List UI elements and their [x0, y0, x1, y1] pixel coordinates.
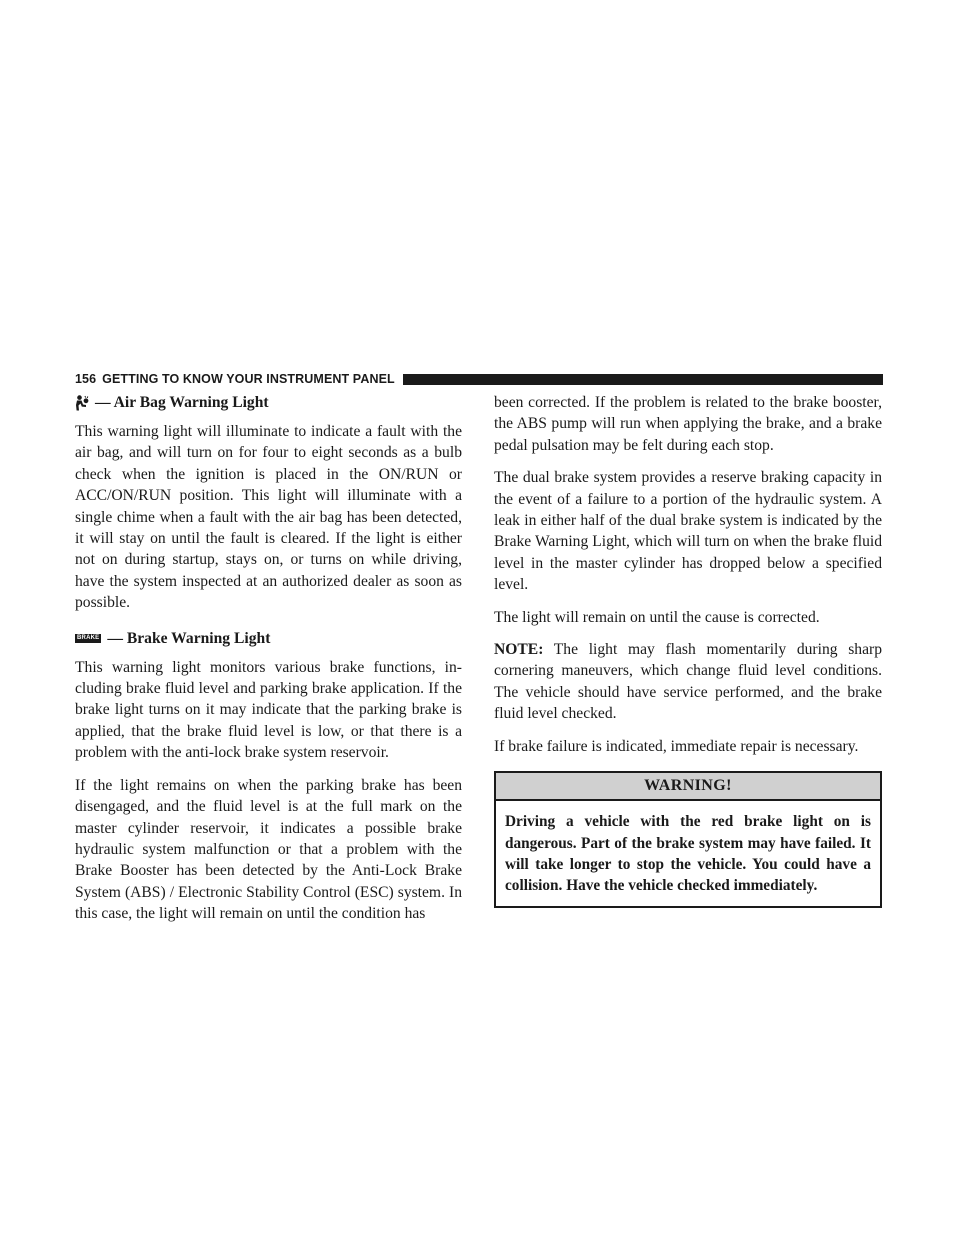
- right-paragraph-3: The light will remain on until the cause is corrected.: [494, 608, 820, 626]
- brake-paragraph-1: This warning light monitors various brake functions, including brake fluid level and parking brake application. If the brake light turns on it may indicate that the parking brake is applied, that the brake fluid level is low, or that there is a problem with the anti-lock brake system reservoir.: [75, 658, 462, 762]
- page-header: [75, 371, 883, 387]
- airbag-heading: [75, 392, 462, 413]
- note-label: NOTE:: [494, 641, 544, 659]
- brake-heading-text: — Brake Warning Light: [107, 629, 271, 647]
- note-paragraph: [494, 639, 882, 725]
- right-paragraph-1: been corrected. If the problem is related to the brake booster, the ABS pump will run when applying the brake, and a brake pedal pulsation may be felt during each stop.: [494, 394, 882, 454]
- right-paragraph-2: The dual brake system provides a reserve braking capacity in the event of a failure to a portion of the hydraulic system. A leak in either half of the dual brake system is indicated by the Brake Warning Light, which will turn on when the brake fluid level in the master cylinder has dropped below a specified level.: [494, 469, 882, 594]
- section-title: GETTING TO KNOW YOUR INSTRUMENT PANEL: [102, 372, 395, 386]
- brake-text-icon: [75, 634, 101, 643]
- airbag-person-icon: [75, 395, 89, 411]
- brake-heading: [75, 628, 462, 649]
- brake-paragraph-2: If the light remains on when the parking brake has been disengaged, and the fluid level is at the full mark on the master cylinder reservoir, it indicates a possible brake hydraulic system malfunction or that a problem with the Brake Booster has been detected by the Anti-Lock Brake System (ABS) / Electronic Stability Control (ESC) system. In this case, the light will remain on until the condition has: [75, 776, 462, 923]
- note-text: The light may flash momentarily during sharp cornering maneuvers, which change fluid level conditions. The vehicle should have service performed, and the brake fluid level checked.: [494, 641, 882, 723]
- airbag-heading-text: — Air Bag Warning Light: [95, 394, 269, 411]
- warning-box: [494, 771, 882, 908]
- header-rule: [403, 374, 883, 385]
- page-number: 156: [75, 372, 97, 386]
- warning-text: Driving a vehicle with the red brake light on is dangerous. Part of the brake system may have failed. It will take longer to stop the vehicle. You could have a collision. Have the vehicle checked immediately.: [505, 813, 871, 895]
- right-paragraph-4: If brake failure is indicated, immediate repair is necessary.: [494, 737, 859, 755]
- brake-icon-label: BRAKE: [77, 634, 100, 641]
- airbag-paragraph: This warning light will illuminate to indicate a fault with the air bag, and will turn on for four to eight seconds as a bulb check when the ignition is placed in the ON/RUN or ACC/ON/RUN position. This light will illuminate with a single chime when a fault with the air bag has been detected, it will stay on until the fault is cleared. If the light is either not on during startup, stays on, or turns on while driving, have the system inspected at an authorized dealer as soon as possible.: [75, 423, 462, 612]
- warning-title: WARNING!: [496, 773, 880, 801]
- right-column: [494, 392, 882, 908]
- left-column: [75, 392, 462, 936]
